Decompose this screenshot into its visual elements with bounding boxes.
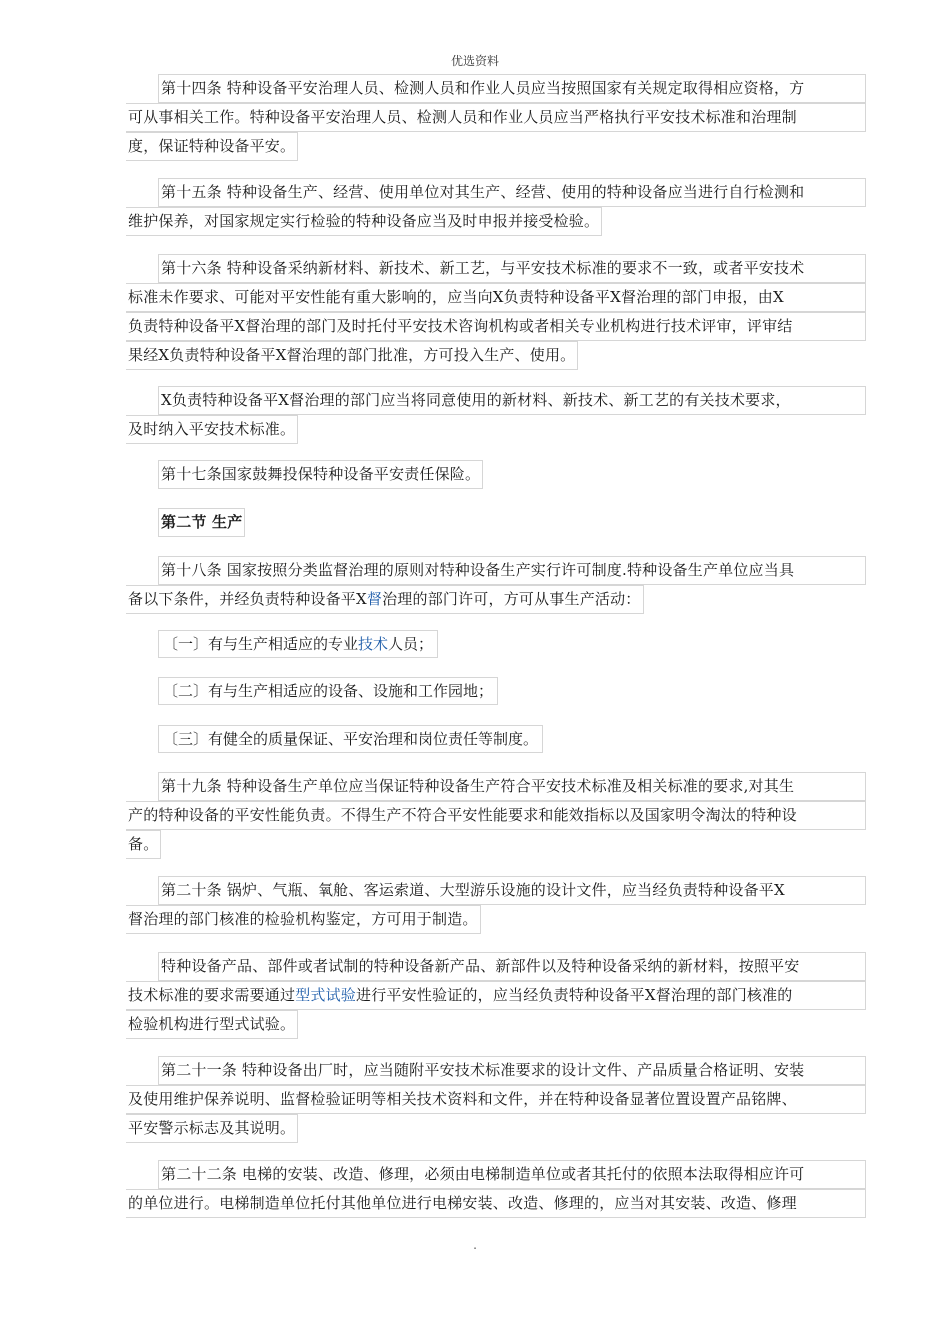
article-16b-line-2: 及时纳入平安技术标准。 <box>126 415 298 444</box>
article-18 <box>126 556 866 623</box>
article-21-line-2: 及使用维护保养说明、监督检验证明等相关技术资料和文件，并在特种设备显著位置设置产品铭牌、 <box>126 1085 866 1114</box>
article-20b-line-2 <box>126 981 866 1010</box>
list-item-2: 〔二〕有与生产相适应的设备、设施和工作园地； <box>158 677 498 705</box>
article-20-line-1: 第二十条 锅炉、气瓶、氧舱、客运索道、大型游乐设施的设计文件，应当经负责特种设备平X <box>158 876 866 905</box>
article-16 <box>126 254 866 379</box>
article-22-line-1: 第二十二条 电梯的安装、改造、修理，必须由电梯制造单位或者其托付的依照本法取得相应许可 <box>158 1160 866 1189</box>
item-1-link-technology[interactable]: 技术 <box>358 635 389 653</box>
article-19 <box>126 772 866 868</box>
item-1-b: 人员； <box>388 635 434 653</box>
article-15 <box>126 178 866 245</box>
section-2-title: 第二节 生产 <box>158 508 245 537</box>
article-20b-line-3: 检验机构进行型式试验。 <box>126 1010 298 1039</box>
page-footer: . <box>473 1238 477 1252</box>
article-21-line-3: 平安警示标志及其说明。 <box>126 1114 298 1143</box>
article-18-line-1: 第十八条 国家按照分类监督治理的原则对特种设备生产实行许可制度.特种设备生产单位应当具 <box>158 556 866 585</box>
article-15-line-2: 维护保养，对国家规定实行检验的特种设备应当及时申报并接受检验。 <box>126 207 602 236</box>
article-21 <box>126 1056 866 1152</box>
section-heading <box>126 508 866 546</box>
article-16b-line-1: X负责特种设备平X督治理的部门应当将同意使用的新材料、新技术、新工艺的有关技术要求， <box>158 386 866 415</box>
list-item-1 <box>158 630 438 658</box>
article-16-line-2: 标准未作要求、可能对平安性能有重大影响的，应当向X负责特种设备平X督治理的部门申报，由X <box>126 283 866 312</box>
article-18-line-2 <box>126 585 644 614</box>
article-16-line-1: 第十六条 特种设备采纳新材料、新技术、新工艺，与平安技术标准的要求不一致，或者平安技术 <box>158 254 866 283</box>
article-18-line-2-b: 治理的部门许可，方可从事生产活动： <box>382 590 641 608</box>
article-19-line-2: 产的特种设备的平安性能负责。不得生产不符合平安性能要求和能效指标以及国家明令淘汰的特种设 <box>126 801 866 830</box>
article-21-line-1: 第二十一条 特种设备出厂时，应当随附平安技术标准要求的设计文件、产品质量合格证明、安装 <box>158 1056 866 1085</box>
article-14-line-1: 第十四条 特种设备平安治理人员、检测人员和作业人员应当按照国家有关规定取得相应资格，方 <box>158 74 866 103</box>
article-22 <box>126 1160 866 1218</box>
article-14-line-2: 可从事相关工作。特种设备平安治理人员、检测人员和作业人员应当严格执行平安技术标准和治理制 <box>126 103 866 132</box>
article-20b-line-2-b: 进行平安性验证的，应当经负责特种设备平X督治理的部门核准的 <box>356 986 793 1004</box>
article-14 <box>126 74 866 170</box>
article-16-line-4: 果经X负责特种设备平X督治理的部门批准，方可投入生产、使用。 <box>126 341 578 370</box>
article-15-line-1: 第十五条 特种设备生产、经营、使用单位对其生产、经营、使用的特种设备应当进行自行检测和 <box>158 178 866 207</box>
article-19-line-1: 第十九条 特种设备生产单位应当保证特种设备生产符合平安技术标准及相关标准的要求,对其生 <box>158 772 866 801</box>
article-20 <box>126 876 866 943</box>
article-20b-line-1: 特种设备产品、部件或者试制的特种设备新产品、新部件以及特种设备采纳的新材料，按照平安 <box>158 952 866 981</box>
article-20-paragraph-2 <box>126 952 866 1048</box>
article-18-line-2-a: 备以下条件，并经负责特种设备平X <box>128 590 367 608</box>
article-16-paragraph-2 <box>126 386 866 453</box>
item-1-a: 〔一〕有与生产相适应的专业 <box>163 635 359 653</box>
article-19-line-3: 备。 <box>126 830 161 859</box>
article-14-line-3: 度，保证特种设备平安。 <box>126 132 298 161</box>
article-17 <box>126 460 866 498</box>
article-22-line-2: 的单位进行。电梯制造单位托付其他单位进行电梯安装、改造、修理的，应当对其安装、改造、修理 <box>126 1189 866 1218</box>
list-item-3: 〔三〕有健全的质量保证、平安治理和岗位责任等制度。 <box>158 725 543 753</box>
page-header: 优选资料 <box>450 54 499 68</box>
type-test-link[interactable]: 型式试验 <box>295 986 357 1004</box>
article-20b-line-2-a: 技术标准的要求需要通过 <box>128 986 296 1004</box>
article-17-line-1: 第十七条国家鼓舞投保特种设备平安责任保险。 <box>158 460 483 489</box>
article-20-line-2: 督治理的部门核准的检验机构鉴定，方可用于制造。 <box>126 905 481 934</box>
article-18-link-du[interactable]: 督 <box>366 590 383 608</box>
article-16-line-3: 负责特种设备平X督治理的部门及时托付平安技术咨询机构或者相关专业机构进行技术评审，评审结 <box>126 312 866 341</box>
